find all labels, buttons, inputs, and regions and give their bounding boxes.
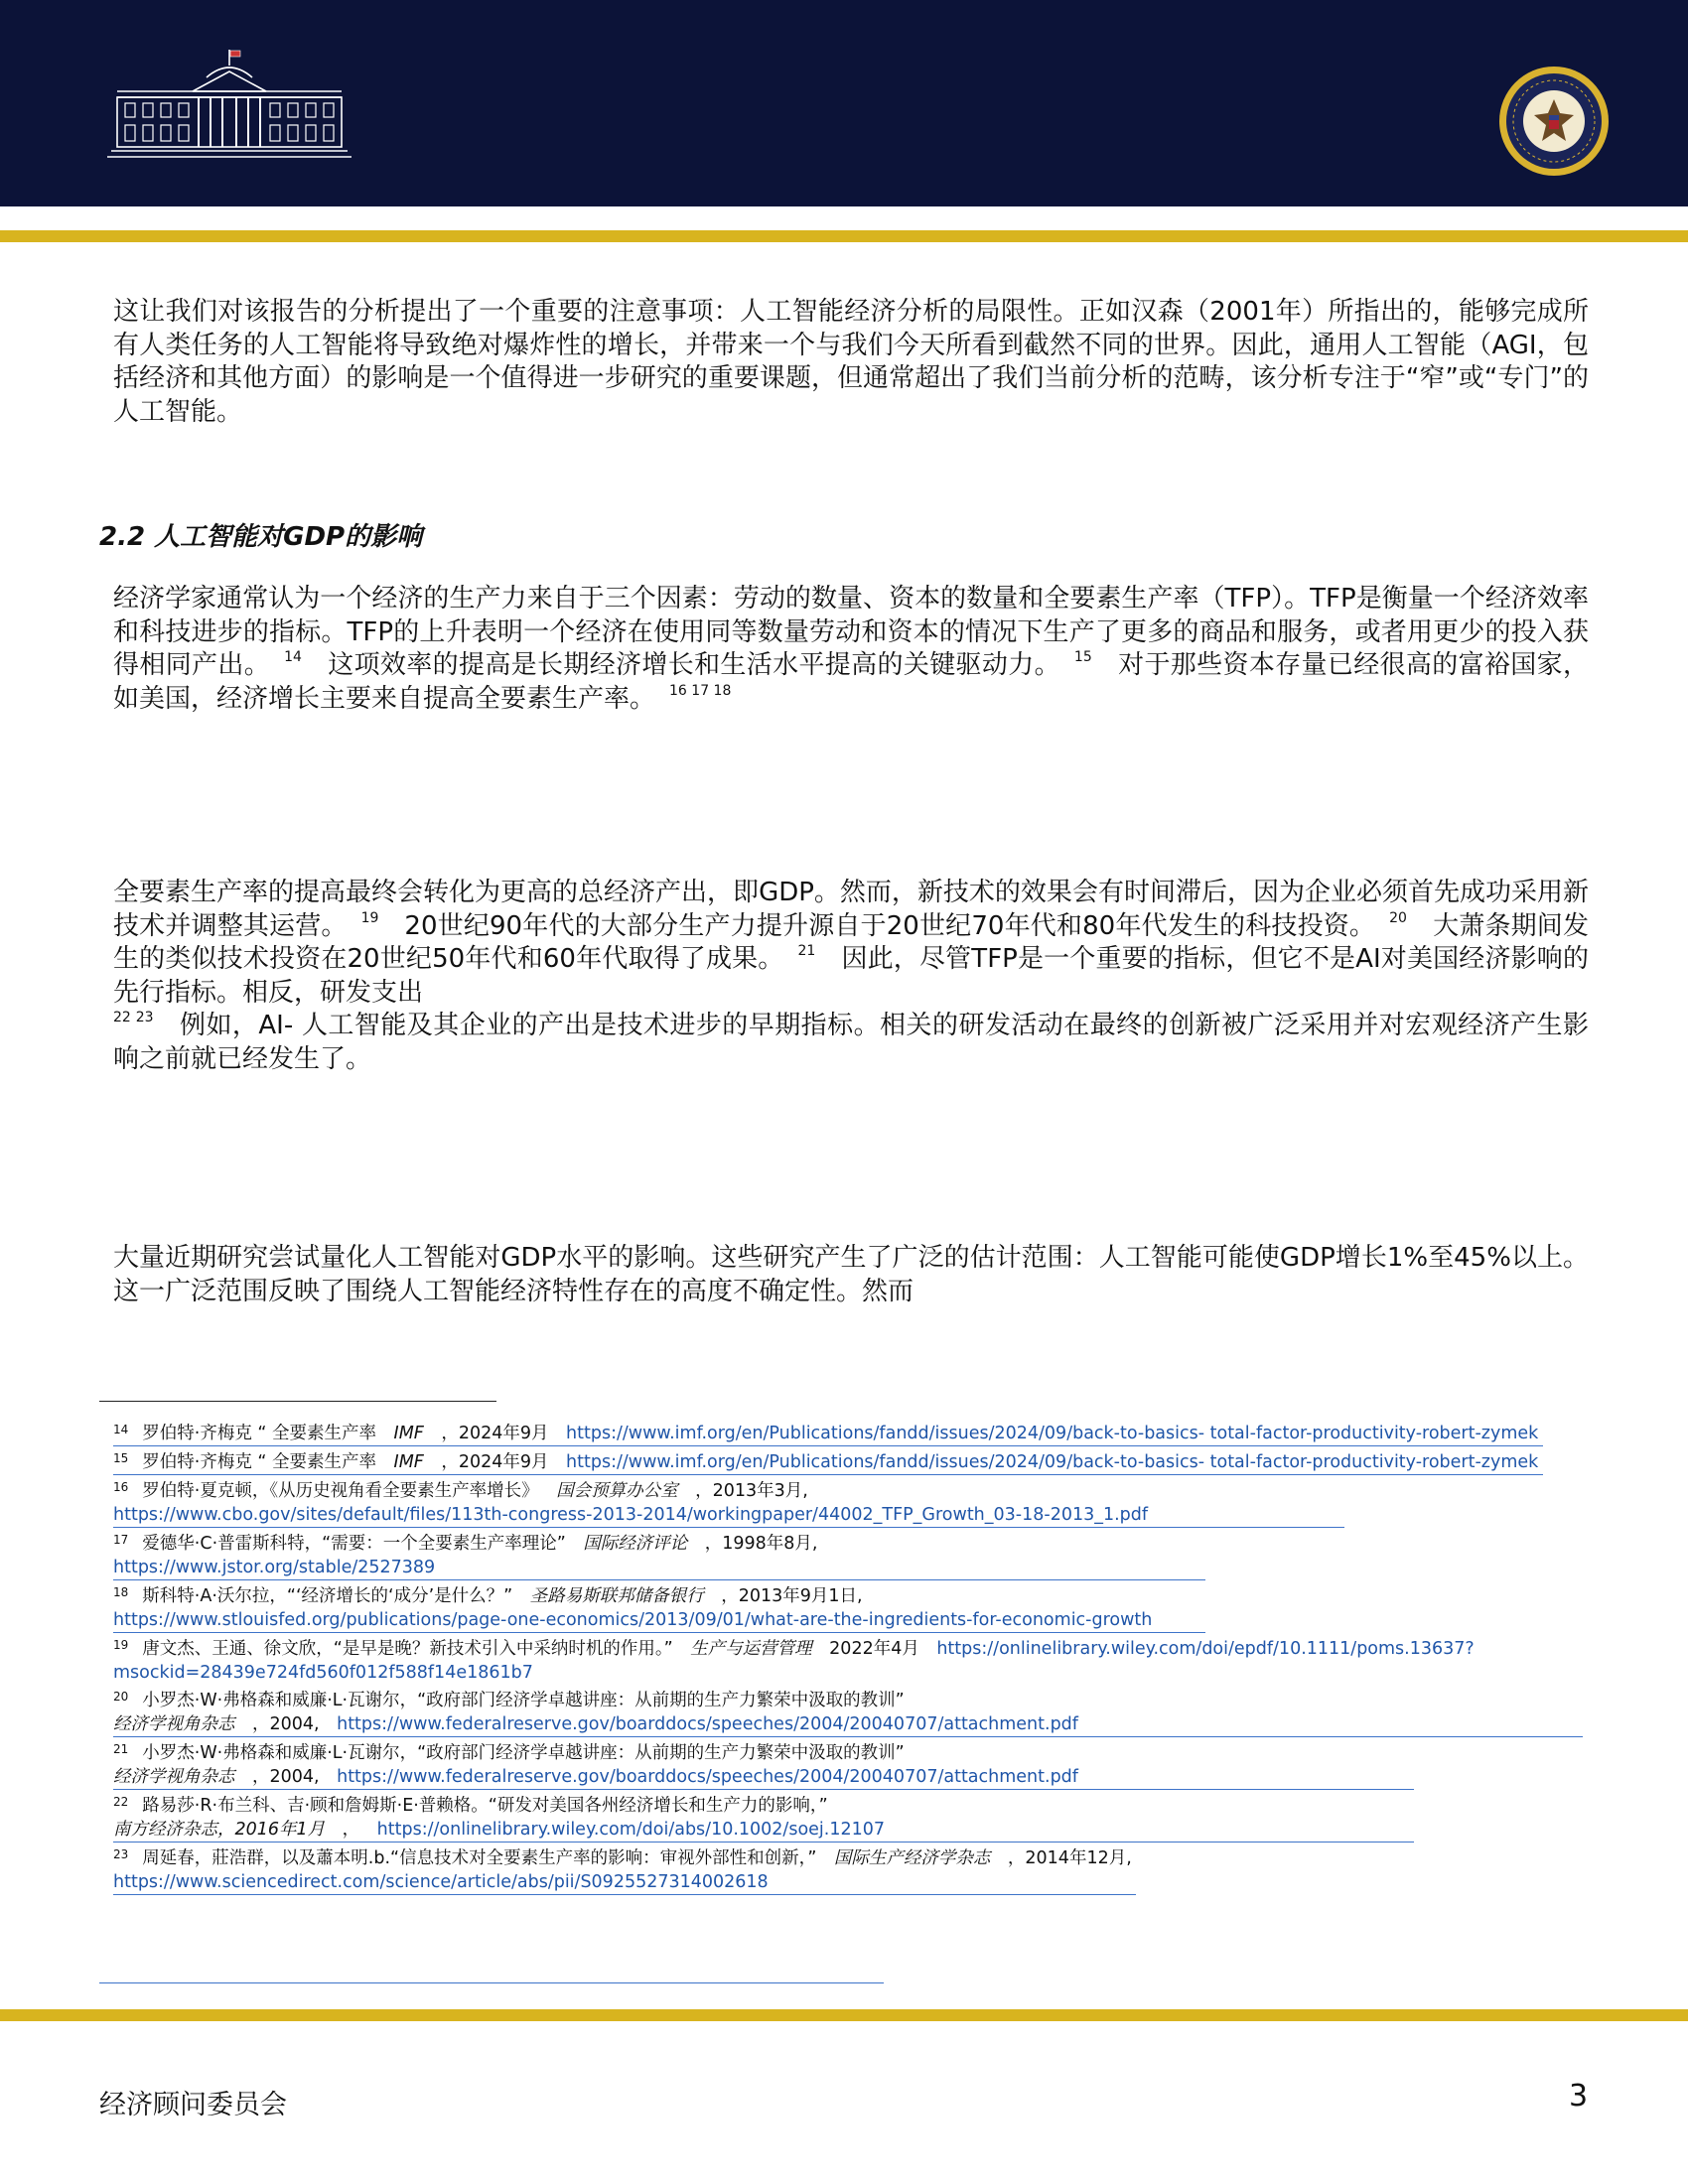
footnote-14: $^{14}$ 罗伯特·齐梅克 “ 全要素生产率 IMF ，2024年9月 https://www.imf.org/en/Publications/fandd/issues/2024/09/back-to-basics- total-factor-productivity-robert-zymek xyxy=(113,1423,1539,1443)
footnotes xyxy=(113,1418,1583,1895)
footnote-end-rule xyxy=(99,1982,884,1983)
footnote-separator xyxy=(113,1894,1136,1895)
footnote-ref-16-18[interactable]: 16 17 18 xyxy=(669,682,732,699)
footnote-ref-15[interactable]: 15 xyxy=(1073,649,1092,665)
footnote-21: $^{21}$ 小罗杰·W·弗格森和威廉·L·瓦谢尔，“政府部门经济学卓越讲座：从前期的生产力繁荣中汲取的教训” 经济学视角杂志 ，2004, https://www.federalreserve.gov/boarddocs/speeches/2004/20040707/attachment.pdf xyxy=(113,1742,1078,1787)
paragraph-gdp-lag xyxy=(113,877,1589,1076)
footnote-16-link[interactable]: https://www.cbo.gov/sites/default/files/113th-congress-2013-2014/workingpaper/44002_TFP_Growth_03-18-2013_1.pdf xyxy=(113,1505,1149,1525)
footnote-19: $^{19}$ 唐文杰、王通、徐文欣，“是早是晚？新技术引入中采纳时机的作用。” 生产与运营管理 2022年4月 https://onlinelibrary.wiley.com/doi/epdf/10.1111/poms.13637?msockid=28439e724fd560f012f588f14e1861b7 xyxy=(113,1638,1475,1683)
footnote-22-link[interactable]: https://onlinelibrary.wiley.com/doi/abs/10.1002/soej.12107 xyxy=(376,1820,886,1840)
footnote-18-link[interactable]: https://www.stlouisfed.org/publications/page-one-economics/2013/09/01/what-are-the-ingredients-for-economic-growth xyxy=(113,1610,1153,1630)
lag-text-d: 因此，尽管TFP是一个重要的指标，但它不是AI对美国经济影响的先行指标。相反，研发支出 xyxy=(113,944,1589,1008)
footnote-23: $^{23}$ 周延春，莊浩群，以及蕭本明.b.“信息技术对全要素生产率的影响：审视外部性和创新，” 国际生产经济学杂志 ，2014年12月, https://www.sciencedirect.com/science/article/abs/pii/S0925527314002618 xyxy=(113,1847,1132,1892)
footnote-20: $^{20}$ 小罗杰·W·弗格森和威廉·L·瓦谢尔，“政府部门经济学卓越讲座：从前期的生产力繁荣中汲取的教训” 经济学视角杂志 ，2004, https://www.federalreserve.gov/boarddocs/speeches/2004/20040707/attachment.pdf xyxy=(113,1690,1078,1734)
footer-organization: 经济顾问委员会 xyxy=(99,2090,287,2120)
executive-office-seal xyxy=(1498,66,1610,177)
lag-text-c: 大萧条期间发生的类似技术投资在20世纪50年代和60年代取得了成果。 xyxy=(113,910,1589,974)
footnote-16: $^{16}$ 罗伯特·夏克顿，《从历史视角看全要素生产率增长》 国会预算办公室 ，2013年3月, https://www.cbo.gov/sites/default/files/113th-congress-2013-2014/workingpaper/44002_TFP_Growth_03-18-2013_1.pdf xyxy=(113,1480,1149,1525)
footnote-ref-21[interactable]: 21 xyxy=(797,943,816,959)
footnote-19-link[interactable]: https://onlinelibrary.wiley.com/doi/epdf/10.1111/poms.13637?msockid=28439e724fd560f012f588f14e1861b7 xyxy=(113,1639,1475,1683)
page-header xyxy=(0,0,1688,206)
lag-text-e: 例如，AI- 人工智能及其企业的产出是技术进步的早期指标。相关的研发活动在最终的创新被广泛采用并对宏观经济产生影响之前就已经发生了。 xyxy=(113,1011,1589,1074)
footnote-23-link[interactable]: https://www.sciencedirect.com/science/article/abs/pii/S0925527314002618 xyxy=(113,1872,769,1892)
footnote-20-link[interactable]: https://www.federalreserve.gov/boarddocs/speeches/2004/20040707/attachment.pdf xyxy=(337,1714,1078,1734)
footnote-ref-22-23[interactable]: 22 23 xyxy=(113,1010,154,1025)
lag-text-a: 全要素生产率的提高最终会转化为更高的总经济产出，即GDP。然而，新技术的效果会有时间滞后，因为企业必须首先成功采用新技术并调整其运营。 xyxy=(113,878,1589,941)
paragraph-agi-caveat: 这让我们对该报告的分析提出了一个重要的注意事项：人工智能经济分析的局限性。正如汉森（2001年）所指出的，能够完成所有人类任务的人工智能将导致绝对爆炸性的增长，并带来一个与我们今天所看到截然不同的世界。因此，通用人工智能（AGI，包括经济和其他方面）的影响是一个值得进一步研究的重要课题，但通常超出了我们当前分析的范畴，该分析专注于“窄”或“专门”的人工智能。 xyxy=(113,297,1589,427)
tfp-text-b: 这项效率的提高是长期经济增长和生活水平提高的关键驱动力。 xyxy=(327,650,1060,680)
lag-text-b: 20世纪90年代的大部分生产力提升源自于20世纪70年代和80年代发生的科技投资。 xyxy=(404,910,1376,941)
footnote-ref-20[interactable]: 20 xyxy=(1389,909,1407,926)
footnote-17-link[interactable]: https://www.jstor.org/stable/2527389 xyxy=(113,1558,436,1577)
footnote-rule xyxy=(99,1401,496,1402)
footnote-15-link[interactable]: https://www.imf.org/en/Publications/fandd/issues/2024/09/back-to-basics- total-factor-productivity-robert-zymek xyxy=(566,1452,1539,1472)
paragraph-gdp-estimates: 大量近期研究尝试量化人工智能对GDP水平的影响。这些研究产生了广泛的估计范围：人工智能可能使GDP增长1%至45%以上。这一广泛范围反映了围绕人工智能经济特性存在的高度不确定性。然而 xyxy=(113,1243,1589,1306)
header-gold-rule xyxy=(0,230,1688,242)
footnote-ref-19[interactable]: 19 xyxy=(360,909,379,926)
white-house-logo xyxy=(107,48,352,163)
footnote-21-link[interactable]: https://www.federalreserve.gov/boarddocs/speeches/2004/20040707/attachment.pdf xyxy=(337,1767,1078,1787)
footnote-17: $^{17}$ 爱德华·C·普雷斯科特，“需要：一个全要素生产率理论” 国际经济评论 ，1998年8月, https://www.jstor.org/stable/2527389 xyxy=(113,1533,818,1577)
footnote-15: $^{15}$ 罗伯特·齐梅克 “ 全要素生产率 IMF ，2024年9月 https://www.imf.org/en/Publications/fandd/issues/2024/09/back-to-basics- total-factor-productivity-robert-zymek xyxy=(113,1451,1539,1472)
section-heading: 2.2 人工智能对GDP的影响 xyxy=(99,522,423,552)
footnote-ref-14[interactable]: 14 xyxy=(284,649,302,665)
paragraph-tfp xyxy=(113,583,1589,716)
page-number: 3 xyxy=(1569,2079,1589,2114)
footer-gold-rule xyxy=(0,2009,1688,2021)
footnote-18: $^{18}$ 斯科特·A·沃尔拉，“‘经济增长的‘成分’是什么？” 圣路易斯联邦储备银行 ，2013年9月1日, https://www.stlouisfed.org/publications/page-one-economics/2013/09/01/what-are-the-ingredients-for-economic-growth xyxy=(113,1585,1153,1630)
footnote-22: $^{22}$ 路易莎·R·布兰科、吉·顾和詹姆斯·E·普赖格。“研发对美国各州经济增长和生产力的影响，” 南方经济杂志，2016年1月 ， https://onlinelibrary.wiley.com/doi/abs/10.1002/soej.12107 xyxy=(113,1795,886,1840)
tfp-text-c: 对于那些资本存量已经很高的富裕国家，如美国，经济增长主要来自提高全要素生产率。 xyxy=(113,650,1589,714)
footnote-14-link[interactable]: https://www.imf.org/en/Publications/fandd/issues/2024/09/back-to-basics- total-factor-productivity-robert-zymek xyxy=(566,1424,1539,1443)
tfp-text-a: 经济学家通常认为一个经济的生产力来自于三个因素：劳动的数量、资本的数量和全要素生产率（TFP）。TFP是衡量一个经济效率和科技进步的指标。TFP的上升表明一个经济在使用同等数量劳动和资本的情况下生产了更多的商品和服务，或者用更少的投入获得相同产出。 xyxy=(113,584,1589,680)
